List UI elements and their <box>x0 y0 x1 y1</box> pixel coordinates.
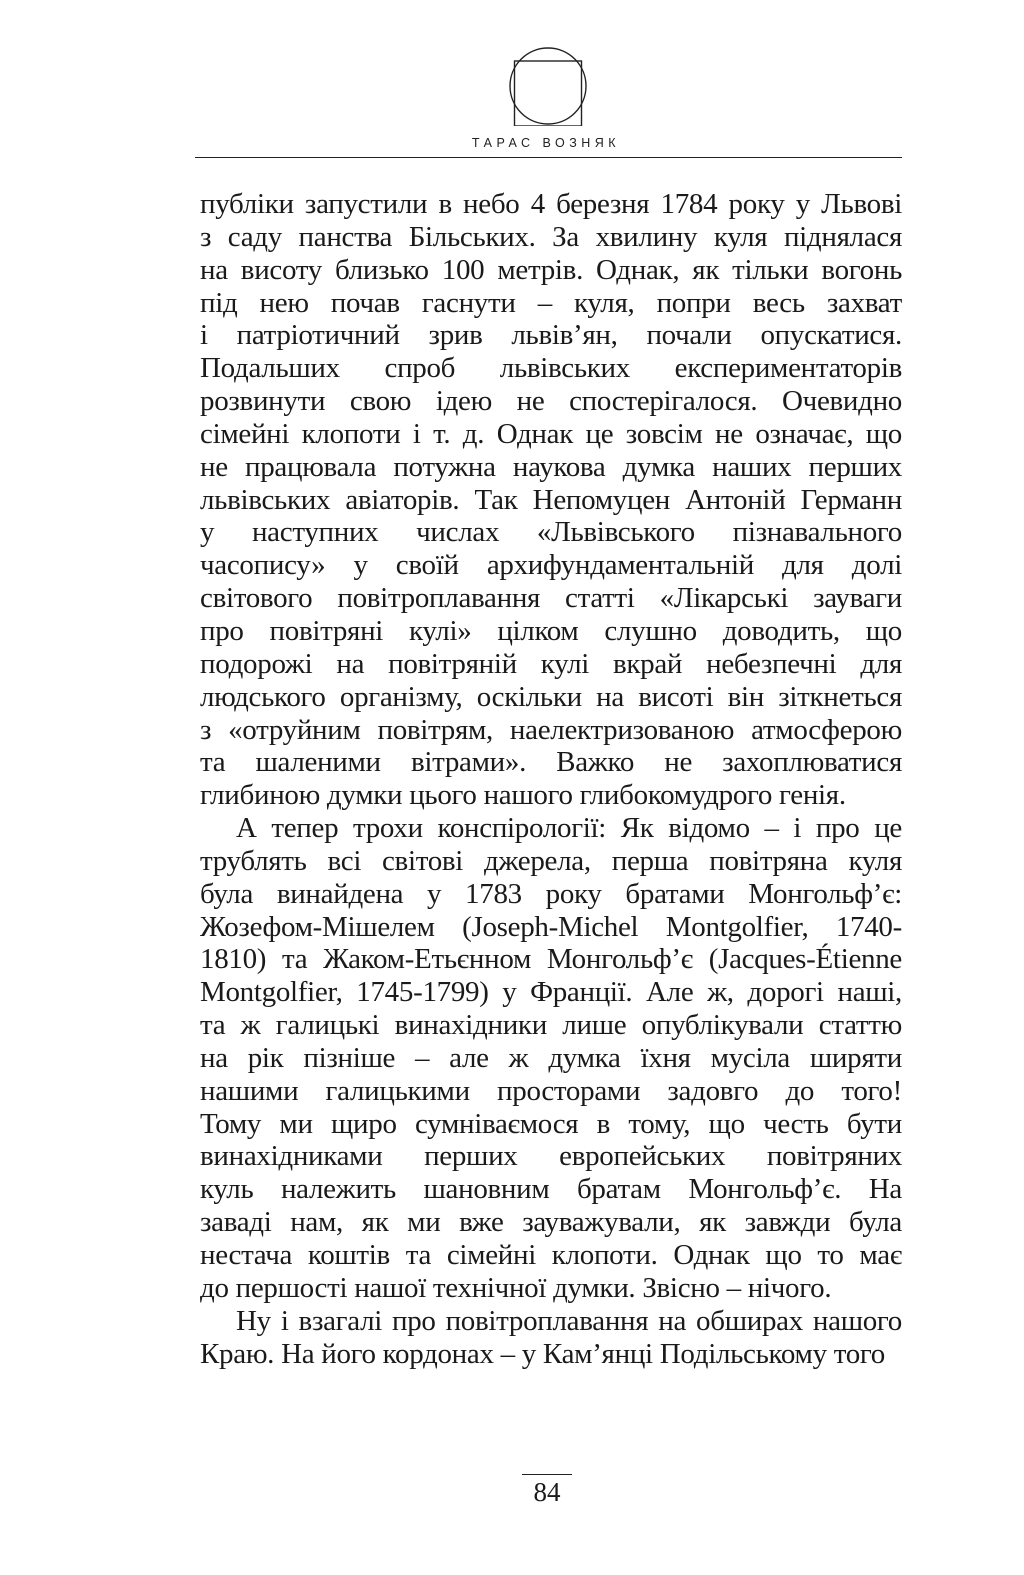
text-line: не працювала потужна наукова думка наших перших <box>200 450 902 483</box>
text-line: у наступних числах «Львівського пізнавального <box>200 516 902 549</box>
text-line: А тепер трохи конспірології: Як відомо – і про це <box>236 812 902 845</box>
text-line: винахідниками перших европейських повітряних <box>200 1140 902 1173</box>
page-number: 84 <box>533 1477 561 1507</box>
text-line: сімейні клопоти і т. д. Однак це зовсім не означає, що <box>200 417 902 450</box>
text-line: часопису» у своїй архифундаментальній для долі <box>200 549 902 582</box>
text-line: і патріотичний зрив львів’ян, почали опускатися. <box>200 319 902 352</box>
text-line: Подальших спроб львівських експериментаторів <box>200 352 902 385</box>
text-line: нестача коштів та сімейні клопоти. Однак що то має <box>200 1239 902 1271</box>
text-line: була винайдена у 1783 року братами Монгольф’є: <box>200 877 902 910</box>
text-line: світового повітроплавання статті «Лікарські зауваги <box>200 582 902 615</box>
text-line: до першості нашої технічної думки. Звісно – нічого. <box>200 1271 832 1304</box>
running-head-author: ТАРАС ВОЗНЯК <box>471 136 621 150</box>
text-line: глибиною думки цього нашого глибокомудрого генія. <box>200 779 846 812</box>
text-line: на рік пізніше – але ж думка їхня мусіла ширяти <box>200 1041 902 1074</box>
text-line: з саду панства Більських. За хвилину куля піднялася <box>200 220 902 253</box>
text-line: куль належить шановним братам Монгольф’є. На <box>200 1173 902 1206</box>
text-line: та ж галицькі винахідники лише опублікували статтю <box>200 1009 902 1042</box>
main-text <box>200 188 902 1370</box>
text-line: та шаленими вітрами». Важко не захоплюватися <box>200 746 902 779</box>
text-line: людського організму, оскільки на висоті він зіткнеться <box>200 680 902 713</box>
text-line: нашими галицькими просторами задовго до того! <box>200 1074 902 1107</box>
text-line: Тому ми щиро сумніваємося в тому, що честь бути <box>200 1107 902 1140</box>
text-line: трублять всі світові джерела, перша повітряна куля <box>200 844 902 877</box>
text-line: Montgolfier, 1745-1799) у Франції. Але ж, дорогі наші, <box>200 976 902 1009</box>
text-line: львівських авіаторів. Так Непомуцен Антоній Германн <box>200 483 902 516</box>
text-line: з «отруйним повітрям, наелектризованою атмосферою <box>200 713 902 746</box>
text-line: розвинути свою ідею не спостерігалося. Очевидно <box>200 385 902 418</box>
text-line: публіки запустили в небо 4 березня 1784 року у Львові <box>200 188 902 220</box>
text-line: Краю. На його кордонах – у Кам’янці Подільському того <box>200 1337 885 1370</box>
text-line: подорожі на повітряній кулі вкрай небезпечні для <box>200 647 902 680</box>
text-line: 1810) та Жаком-Етьєнном Монгольф’є (Jacques-Étienne <box>200 943 902 976</box>
circle-square-emblem-icon <box>508 46 588 126</box>
text-line: на висоту близько 100 метрів. Однак, як тільки вогонь <box>200 253 902 286</box>
text-line: заваді нам, як ми вже зауважували, як завжди була <box>200 1206 902 1239</box>
text-line: про повітряні кулі» цілком слушно доводить, що <box>200 614 902 647</box>
text-line: Ну і взагалі про повітроплавання на обширах нашого <box>236 1304 902 1337</box>
text-line: Жозефом-Мішелем (Joseph-Michel Montgolfier, 1740- <box>200 910 902 943</box>
text-line: під нею почав гаснути – куля, попри весь захват <box>200 286 902 319</box>
page-number-rule <box>522 1474 572 1475</box>
header-divider <box>195 157 902 158</box>
